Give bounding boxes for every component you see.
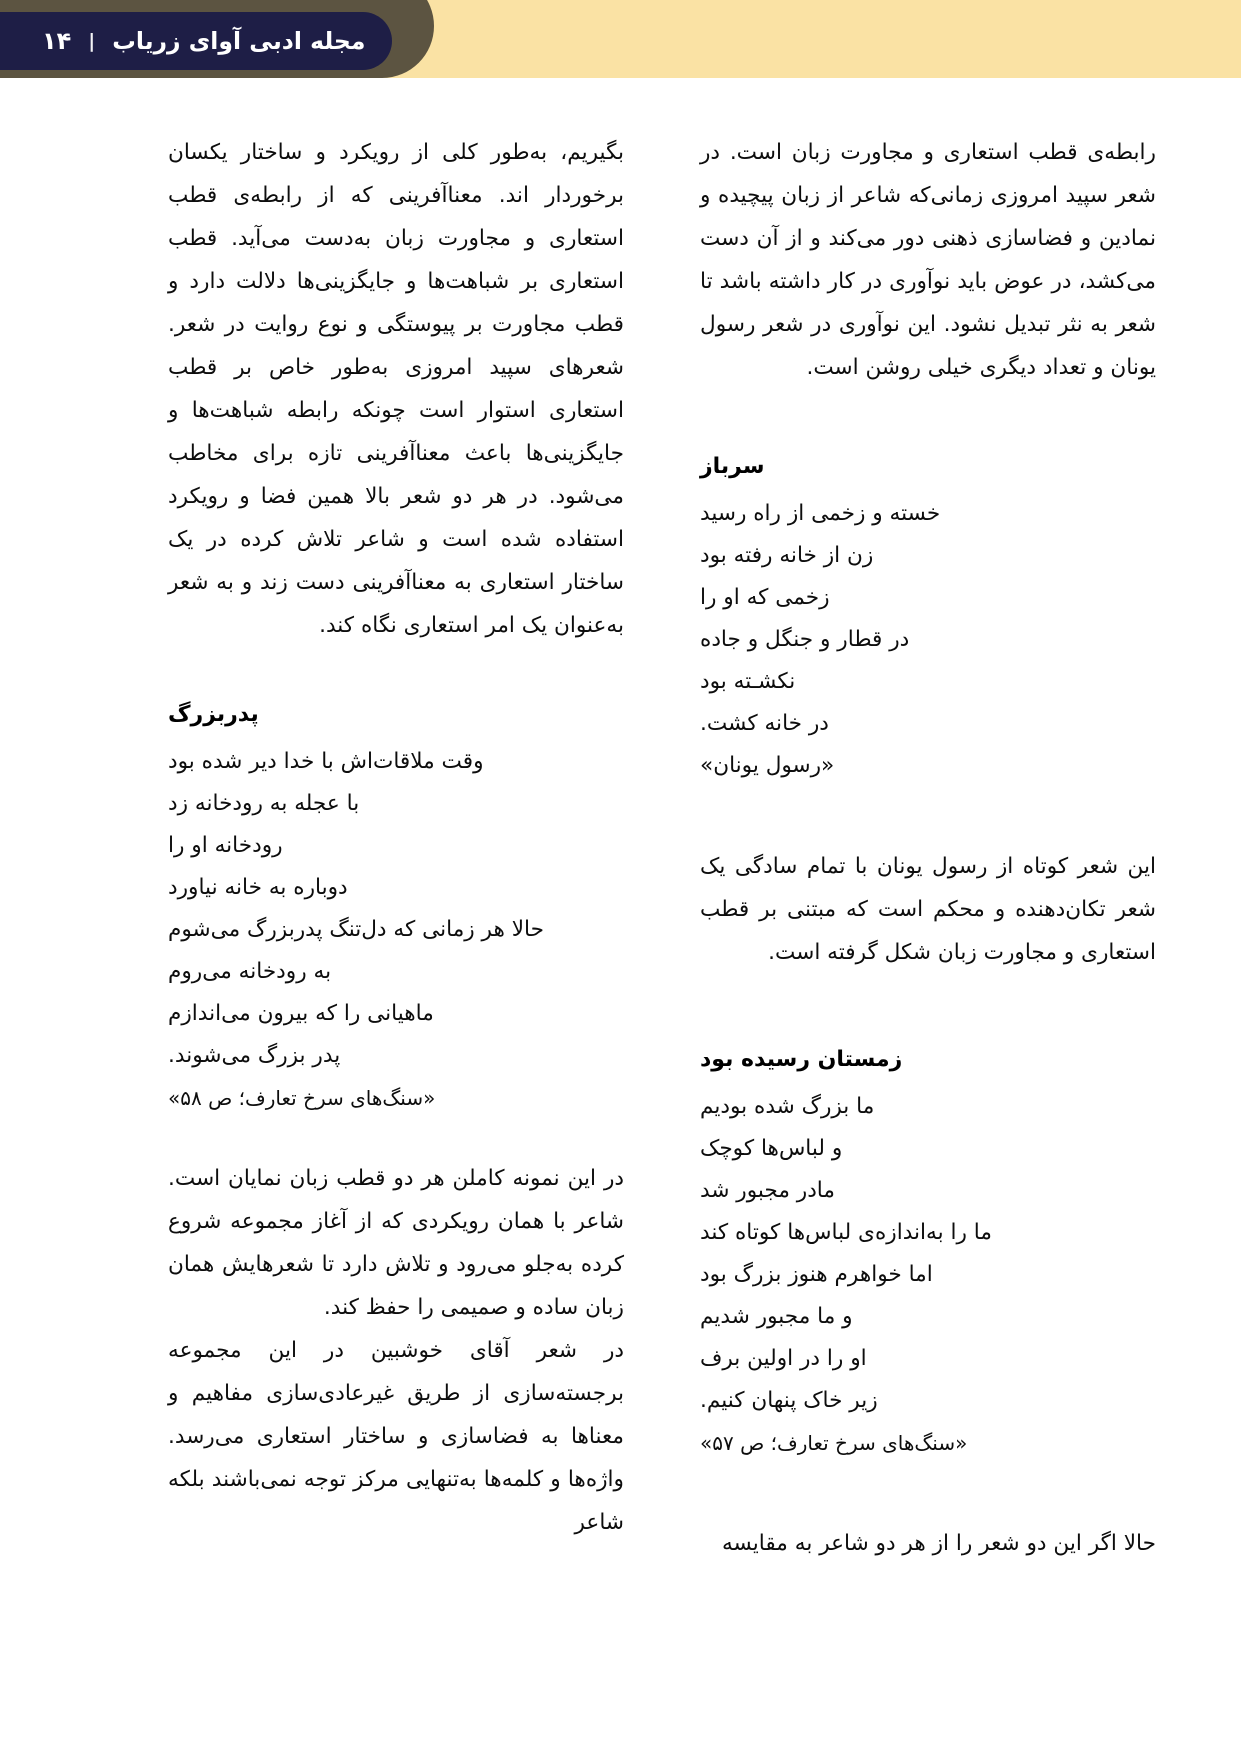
- poem-line: زیر خاک پنهان کنیم.: [700, 1388, 878, 1413]
- poem-line: به رودخانه می‌روم: [168, 959, 332, 984]
- poem-line: ما را به‌اندازه‌ی لباس‌ها کوتاه کند: [700, 1220, 992, 1245]
- left-paragraph-3: در شعر آقای خوشبین در این مجموعه برجسته‌سازی از طریق غیرعادی‌سازی مفاهیم و معناها به فضاسازی و ساختار استعاری می‌رسد. واژه‌ها و کلمه‌ها به‌تنهایی مرکز توجه نمی‌باشند بلکه شاعر: [168, 1338, 624, 1535]
- poem-pedarbozorg-citation: «سنگ‌های سرخ تعارف؛ ص ۵۸»: [168, 1086, 436, 1110]
- header-separator: |: [88, 30, 96, 52]
- spacer: [700, 787, 1156, 845]
- right-paragraph-2: این شعر کوتاه از رسول یونان با تمام سادگی یک شعر تکان‌دهنده و محکم است که مبتنی بر قطب استعاری و مجاورت زبان شکل گرفته است.: [700, 854, 1156, 965]
- column-left: [168, 78, 624, 1754]
- right-paragraph-3: حالا اگر این دو شعر را از هر دو شاعر به مقایسه: [721, 1531, 1156, 1556]
- poem-line: ما بزرگ شده بودیم: [700, 1094, 875, 1119]
- poem-line: زخمی که او را: [700, 585, 830, 610]
- column-right: [700, 78, 1156, 1754]
- poem-line: نکشـته بود: [700, 669, 796, 694]
- left-paragraph-2: در این نمونه کاملن هر دو قطب زبان نمایان است. شاعر با همان رویکردی که از آغاز مجموعه شروع کرده به‌جلو می‌رود و تلاش دارد تا شعرهایش همان زبان ساده و صمیمی را حفظ کند.: [168, 1166, 624, 1320]
- poem-line: در خانه کشت.: [700, 711, 829, 736]
- poem-line: و لباس‌ها کوچک: [700, 1136, 843, 1161]
- poem-pedarbozorg-title: پدربزرگ: [168, 702, 259, 727]
- spacer: [700, 389, 1156, 447]
- spacer: [700, 1464, 1156, 1522]
- poem-sarbaz-title: سرباز: [700, 454, 765, 479]
- spacer: [168, 1119, 624, 1157]
- poem-line: وقت ملاقات‌اش با خدا دیر شده بود: [168, 749, 484, 774]
- header-content: [42, 27, 365, 55]
- spacer: [168, 647, 624, 695]
- poem-line: خسته و زخمی از راه رسید: [700, 501, 941, 526]
- poem-zemestan-title: زمستان رسیده بود: [700, 1047, 903, 1072]
- poem-attribution: «رسول یونان»: [700, 753, 835, 778]
- spacer: [700, 974, 1156, 1040]
- poem-line: رودخانه او را: [168, 833, 283, 858]
- poem-line: پدر بزرگ می‌شوند.: [168, 1043, 341, 1068]
- magazine-title: مجله ادبی آوای زریاب: [112, 27, 366, 55]
- poem-line: حالا هر زمانی که دل‌تنگ پدربزرگ می‌شوم: [168, 917, 544, 942]
- header-navy-pill: [0, 12, 392, 70]
- poem-line: زن از خانه رفته بود: [700, 543, 874, 568]
- page-body: [0, 78, 1241, 1754]
- poem-line: ماهیانی را که بیرون می‌اندازم: [168, 1001, 434, 1026]
- poem-line: مادر مجبور شد: [700, 1178, 835, 1203]
- poem-line: دوباره به خانه نیاورد: [168, 875, 348, 900]
- page-header: [0, 0, 1241, 78]
- poem-line: او را در اولین برف: [700, 1346, 867, 1371]
- right-paragraph-1: رابطه‌ی قطب استعاری و مجاورت زبان است. در شعر سپید امروزی زمانی‌که شاعر از زبان پیچیده و نمادین و فضاسازی ذهنی دور می‌کند و از آن دست می‌کشد، در عوض باید نوآوری در کار داشته باشد تا شعر به نثر تبدیل نشود. این نوآوری در شعر رسول یونان و تعداد دیگری خیلی روشن است.: [700, 140, 1156, 380]
- poem-zemestan: [700, 1040, 1156, 1464]
- poem-pedarbozorg: [168, 695, 624, 1119]
- poem-line: با عجله به رودخانه زد: [168, 791, 360, 816]
- page-number: ۱۴: [42, 27, 72, 55]
- poem-line: در قطار و جنگل و جاده: [700, 627, 910, 652]
- poem-sarbaz: [700, 447, 1156, 787]
- poem-zemestan-citation: «سنگ‌های سرخ تعارف؛ ص ۵۷»: [700, 1431, 968, 1455]
- left-paragraph-1: بگیریم، به‌طور کلی از رویکرد و ساختار یکسان برخوردار اند. معناآفرینی که از رابطه‌ی قطب استعاری و مجاورت زبان به‌دست می‌آید. قطب استعاری بر شباهت‌ها و جایگزینی‌ها دلالت دارد و قطب مجاورت بر پیوستگی و نوع روایت در شعر. شعرهای سپید امروزی به‌طور خاص بر قطب استعاری استوار است چونکه رابطه شباهت‌ها و جایگزینی‌ها باعث معناآفرینی تازه برای مخاطب می‌شود. در هر دو شعر بالا همین فضا و رویکرد استفاده شده است و شاعر تلاش کرده در یک ساختار استعاری به معناآفرینی دست زند و به شعر به‌عنوان یک امر استعاری نگاه کند.: [168, 140, 624, 638]
- poem-line: اما خواهرم هنوز بزرگ بود: [700, 1262, 933, 1287]
- poem-line: و ما مجبور شدیم: [700, 1304, 853, 1329]
